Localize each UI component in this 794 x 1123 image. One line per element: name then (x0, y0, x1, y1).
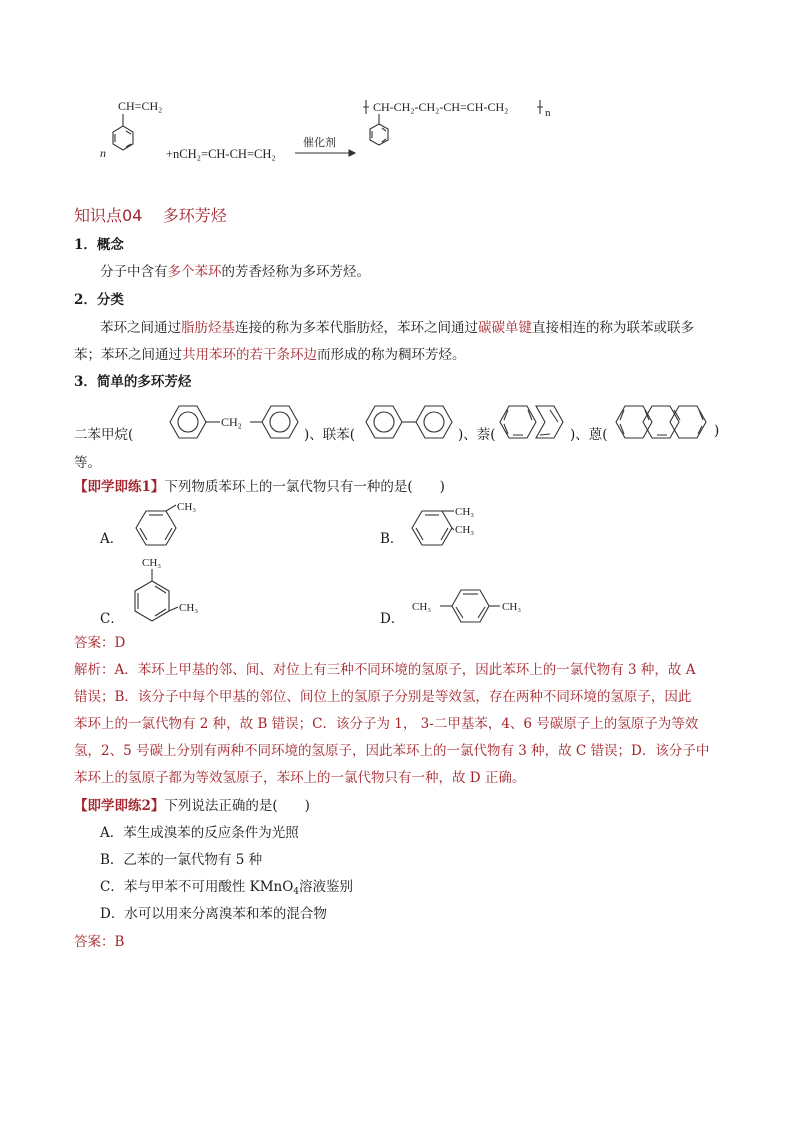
concept-text (100, 259, 370, 285)
naphthalene-structure (496, 400, 568, 444)
section-number: 知识点04 (74, 206, 143, 225)
q2-option-c-text-end: 溶液鉴别 (299, 879, 354, 895)
ch3-label: CH₃ (455, 506, 475, 518)
concept-text-c: 的芳香烃称为多环芳烃。 (221, 264, 370, 280)
ch3-label: CH₃ (412, 601, 432, 613)
classify-keyword: 脂肪烃基 (181, 320, 235, 336)
anthracene-structure (612, 400, 716, 444)
concept-keyword: 多个苯环 (167, 264, 222, 280)
section-title (74, 203, 227, 226)
q2-option-a[interactable]: A．苯生成溴苯的反应条件为光照 (100, 825, 299, 841)
classify-text: 连接的称为多苯代脂肪烃，苯环之间通过 (235, 320, 478, 336)
q1-explanation-line1: 解析：A．苯环上甲基的邻、间、对位上有三种不同环境的氢原子，因此苯环上的一氯代物有 3 种，故 A (74, 662, 696, 678)
concept-heading: 1．概念 (74, 237, 124, 253)
reactant1-coefficient: n (100, 146, 106, 160)
q1-explanation-line4: 氢，2、5 号碳上分别有两种不同环境的氢原子，因此苯环上的一氯代物有 3 种，故 C 错误；D．该分子中 (74, 743, 710, 759)
o-xylene-structure (404, 500, 500, 552)
classify-text: 苯环之间通过 (100, 320, 181, 336)
q1-explanation-line5: 苯环上的氢原子都为等效氢原子，苯环上的一氯代物只有一种，故 D 正确。 (74, 770, 526, 786)
classify-keyword: 共用苯环的若干条环边 (182, 347, 317, 363)
q2-stem (74, 793, 310, 819)
q2-tag: 【即学即练2】 (74, 798, 165, 814)
catalyst-label: 催化剂 (303, 137, 336, 149)
reactant1-substituent: CH=CH₂ (118, 99, 163, 113)
q2-option-b[interactable]: B．乙苯的一氯代物有 5 种 (100, 852, 263, 868)
classify-line1 (100, 315, 694, 341)
ch3-label: CH₃ (502, 601, 522, 613)
reaction-scheme (90, 88, 610, 168)
classify-text: 苯；苯环之间通过 (74, 347, 182, 363)
q2-question: 下列说法正确的是( ) (164, 798, 310, 814)
naphthalene-label: )、萘( (458, 427, 496, 443)
q2-answer: 答案：B (74, 934, 125, 950)
m-xylene-structure (128, 553, 218, 633)
ch2-label: CH₂ (221, 415, 242, 429)
q1-option-a[interactable]: A． (100, 531, 124, 547)
p-xylene-structure (410, 585, 540, 629)
ch3-label: CH₃ (179, 602, 199, 614)
q1-explanation-line2: 错误；B．该分子中每个甲基的邻位、间位上的氢原子分别是等效氢，存在两种不同环境的氢原子，因此 (74, 689, 692, 705)
ch3-label: CH₃ (177, 501, 197, 513)
q1-option-c[interactable]: C． (100, 611, 124, 627)
product-chain: CH-CH₂-CH₂-CH=CH-CH₂ (373, 100, 509, 114)
q1-option-b[interactable]: B． (380, 531, 404, 547)
q1-stem (74, 474, 445, 500)
biphenyl-structure (362, 400, 458, 444)
benzene-ring-icon (113, 126, 133, 150)
ch3-label: CH₃ (142, 557, 162, 569)
q1-question: 下列物质苯环上的一氯代物只有一种的是( ) (164, 479, 445, 495)
q1-option-d[interactable]: D． (380, 611, 405, 627)
q2-option-c-subscript: 4 (293, 887, 300, 897)
classify-text: 而形成的称为稠环芳烃。 (317, 347, 466, 363)
q1-answer: 答案：D (74, 635, 126, 651)
anthracene-label: )、蒽( (570, 427, 608, 443)
q1-explanation-line3: 苯环上的一氯代物有 2 种，故 B 错误；C．该分子为 1， 3-二甲基苯，4、6 号碳原子上的氢原子为等效 (74, 716, 699, 732)
q1-tag: 【即学即练1】 (74, 479, 165, 495)
anthracene-close: ) (714, 423, 720, 439)
product-n: n (545, 107, 551, 119)
diphenylmethane-label: 二苯甲烷( (74, 427, 134, 443)
biphenyl-label: )、联苯( (304, 427, 356, 443)
concept-text-a: 分子中含有 (100, 264, 168, 280)
classify-keyword: 碳碳单键 (478, 320, 532, 336)
section-name: 多环芳烃 (162, 206, 227, 225)
reactant2: +nCH₂=CH-CH=CH₂ (166, 147, 276, 161)
toluene-structure (128, 500, 218, 552)
q2-option-d[interactable]: D．水可以用来分离溴苯和苯的混合物 (100, 906, 327, 922)
etc-text: 等。 (74, 455, 101, 471)
classify-text: 直接相连的称为联苯或联多 (532, 320, 694, 336)
classify-line2 (74, 342, 466, 368)
benzene-ring-icon (370, 124, 388, 145)
diphenylmethane-structure (166, 400, 304, 444)
ch3-label: CH₃ (455, 524, 475, 536)
classify-heading: 2．分类 (74, 292, 124, 308)
q2-option-c-text: C．苯与甲苯不可用酸性 KMnO (100, 879, 294, 895)
simple-heading: 3．简单的多环芳烃 (74, 374, 192, 390)
